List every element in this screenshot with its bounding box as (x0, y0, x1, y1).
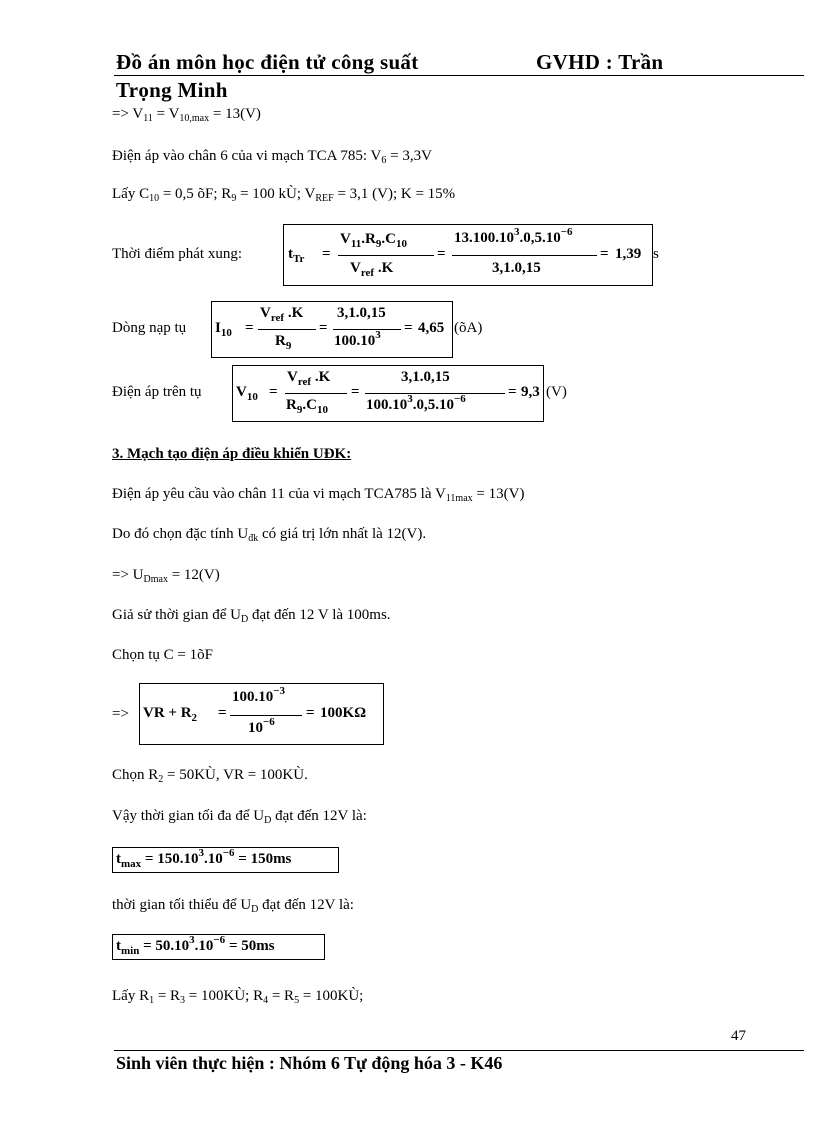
unit-microamp: (õA) (454, 320, 483, 336)
footer-text: Sinh viên thực hiện : Nhóm 6 Tự động hóa 3 - K46 (116, 1053, 503, 1073)
text-pin11-requirement: Điện áp yêu cầu vào chân 11 của vi mạch TCA785 là $V_{11max} = 13(V)$ (112, 486, 525, 504)
text-component-values: Lấy $C_{10} = 0,5$ õF; $R_9 = 100$ kÙ; $V_{REF} = 3,1$ (V); K = 15% (112, 186, 456, 204)
text-resistor-values: Lấy $R_1 = R_3$ = 100KÙ; $R_4 = R_5$ = 100KÙ; (112, 988, 364, 1006)
formula-resistance-sum: VR + $R_2$ = $100.10^{-3}$ $10^{-6}$ = 100KΩ (139, 683, 384, 745)
label-pulse-time: Thời điểm phát xung: (112, 246, 242, 262)
label-capacitor-voltage: Điện áp trên tụ (112, 384, 202, 400)
header-title: Đồ án môn học điện tử công suất (116, 50, 419, 74)
formula-pulse-time: $t_{Tr}$ = $V_{11}.R_9.C_{10}$ $V_{ref}$ .K = $13.100.10^3.0,5.10^{-6}$ 3,1.0,15 = 1,39 (283, 224, 653, 286)
label-charging-current: Dòng nạp tụ (112, 320, 187, 336)
formula-capacitor-voltage: $V_{10}$ = $V_{ref}$ .K $R_9.C_{10}$ = 3,1.0,15 $100.10^3.0,5.10^{-6}$ = 9,3 (232, 365, 544, 422)
header-gvhd: GVHD : Trần (536, 50, 664, 74)
text-min-time-intro: thời gian tối thiểu để $U_D$ đạt đến 12V là: (112, 897, 354, 915)
header-rule (114, 75, 804, 76)
formula-tmin: $t_{min} = 50.10^3.10^{-6} = 50ms$ (112, 934, 325, 960)
text-udk-choice: Do đó chọn đặc tính $U_{đk}$ có giá trị lớn nhất là 12(V). (112, 526, 427, 544)
text-udmax: => $U_{Dmax} = 12(V)$ (112, 567, 220, 585)
text-assumption-time: Giả sử thời gian để $U_D$ đạt đến 12 V là 100ms. (112, 607, 391, 625)
header-title-line2: Trọng Minh (116, 78, 228, 102)
text-capacitor-choice: Chọn tụ C = 1õF (112, 647, 213, 663)
unit-seconds: s (653, 246, 659, 262)
formula-charging-current: $I_{10}$ = $V_{ref}$ .K $R_9$ = 3,1.0,15 100.10$^3$ = 4,65 (211, 301, 453, 358)
formula-tmax: $t_{max} = 150.10^3.10^{-6} = 150ms$ (112, 847, 339, 873)
page-number: 47 (731, 1028, 746, 1044)
text-v11-equation: => $V_{11} = V_{10,max} = 13(V)$ (112, 106, 261, 124)
label-implies: => (112, 706, 129, 722)
section-heading: 3. Mạch tạo điện áp điều khiển UĐK: (112, 446, 352, 462)
text-pin6-voltage: Điện áp vào chân 6 của vi mạch TCA 785: $V_6 = 3,3V$ (112, 148, 432, 166)
text-max-time-intro: Vậy thời gian tối đa để $U_D$ đạt đến 12V là: (112, 808, 367, 826)
text-resistor-choice: Chọn $R_2$ = 50KÙ, VR = 100KÙ. (112, 767, 308, 785)
unit-volt: (V) (546, 384, 567, 400)
footer-rule (114, 1050, 804, 1051)
